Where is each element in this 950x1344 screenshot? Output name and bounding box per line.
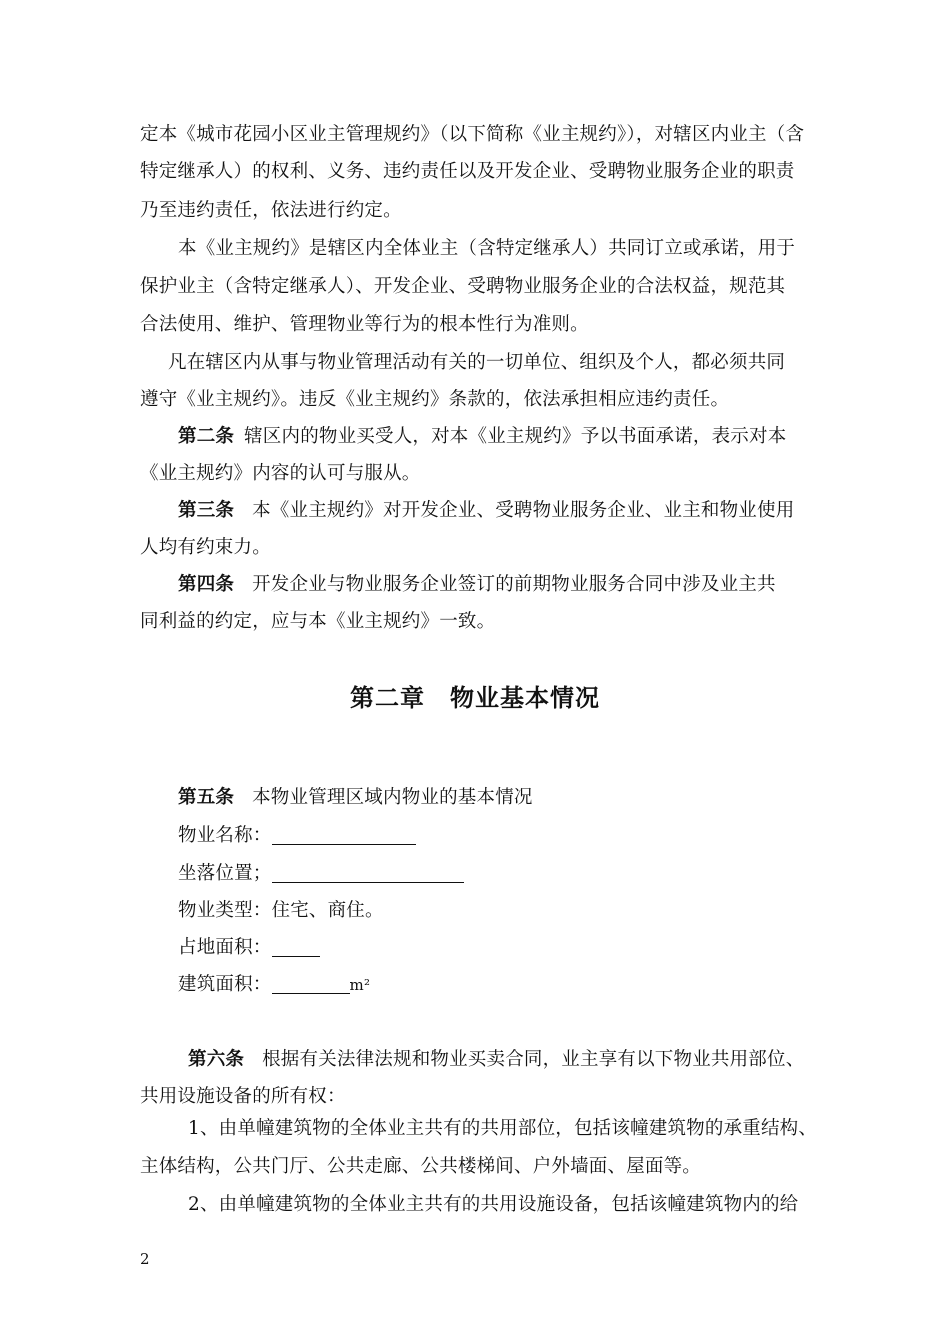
chapter-title: 第二章 物业基本情况 bbox=[350, 684, 600, 712]
paragraph-line: 合法使用、维护、管理物业等行为的根本性行为准则。 bbox=[140, 314, 589, 335]
paragraph-line: 遵守《业主规约》。违反《业主规约》条款的，依法承担相应违约责任。 bbox=[140, 389, 730, 410]
article-label: 第五条 bbox=[178, 787, 235, 808]
article-5-line bbox=[178, 783, 533, 809]
article-text: 本物业管理区域内物业的基本情况 bbox=[252, 787, 533, 808]
article-4-line bbox=[178, 570, 776, 596]
paragraph-line: 本《业主规约》是辖区内全体业主（含特定继承人）共同订立或承诺，用于 bbox=[178, 238, 796, 259]
article-3-line bbox=[178, 496, 794, 522]
list-item-line: 2、由单幢建筑物的全体业主共有的共用设施设备，包括该幢建筑物内的给 bbox=[188, 1194, 799, 1215]
article-label: 第六条 bbox=[188, 1049, 245, 1070]
article-label: 第四条 bbox=[178, 574, 235, 595]
land-area-label: 占地面积： bbox=[178, 937, 272, 958]
article-label: 第三条 bbox=[178, 500, 235, 521]
article-text: 本《业主规约》对开发企业、受聘物业服务企业、业主和物业使用 bbox=[252, 500, 795, 521]
building-area-row bbox=[178, 970, 370, 996]
property-name-blank bbox=[272, 826, 416, 845]
building-area-label: 建筑面积： bbox=[178, 974, 272, 995]
list-item-line: 1、由单幢建筑物的全体业主共有的共用部位，包括该幢建筑物的承重结构、 bbox=[188, 1118, 818, 1139]
building-area-blank bbox=[272, 975, 350, 994]
page-number: 2 bbox=[140, 1250, 150, 1268]
paragraph-line: 《业主规约》内容的认可与服从。 bbox=[140, 463, 421, 484]
location-label: 坐落位置； bbox=[178, 863, 272, 884]
paragraph-line: 定本《城市花园小区业主管理规约》（以下简称《业主规约》），对辖区内业主（含 bbox=[140, 124, 805, 145]
location-blank bbox=[272, 864, 464, 883]
land-area-blank bbox=[272, 938, 320, 957]
article-label: 第二条 bbox=[178, 426, 235, 447]
article-2-line bbox=[178, 422, 786, 448]
paragraph-line: 乃至违约责任，依法进行约定。 bbox=[140, 200, 402, 221]
paragraph-line: 凡在辖区内从事与物业管理活动有关的一切单位、组织及个人，都必须共同 bbox=[168, 352, 786, 373]
paragraph-line: 共用设施设备的所有权： bbox=[140, 1086, 346, 1107]
property-name-label: 物业名称： bbox=[178, 825, 272, 846]
area-unit: m² bbox=[349, 976, 371, 994]
article-6-line bbox=[188, 1045, 804, 1071]
article-text: 根据有关法律法规和物业买卖合同，业主享有以下物业共用部位、 bbox=[262, 1049, 805, 1070]
paragraph-line: 同利益的约定，应与本《业主规约》一致。 bbox=[140, 611, 496, 632]
paragraph-line: 保护业主（含特定继承人）、开发企业、受聘物业服务企业的合法权益，规范其 bbox=[140, 276, 786, 297]
property-name-row bbox=[178, 821, 416, 847]
list-item-line: 主体结构，公共门厅、公共走廊、公共楼梯间、户外墙面、屋面等。 bbox=[140, 1156, 702, 1177]
article-text: 辖区内的物业买受人，对本《业主规约》予以书面承诺，表示对本 bbox=[244, 426, 787, 447]
paragraph-line: 人均有约束力。 bbox=[140, 537, 271, 558]
property-type-row: 物业类型：住宅、商住。 bbox=[178, 900, 384, 921]
article-text: 开发企业与物业服务企业签订的前期物业服务合同中涉及业主共 bbox=[252, 574, 776, 595]
land-area-row bbox=[178, 933, 320, 959]
paragraph-line: 特定继承人）的权利、义务、违约责任以及开发企业、受聘物业服务企业的职责 bbox=[140, 161, 795, 182]
location-row bbox=[178, 859, 464, 885]
